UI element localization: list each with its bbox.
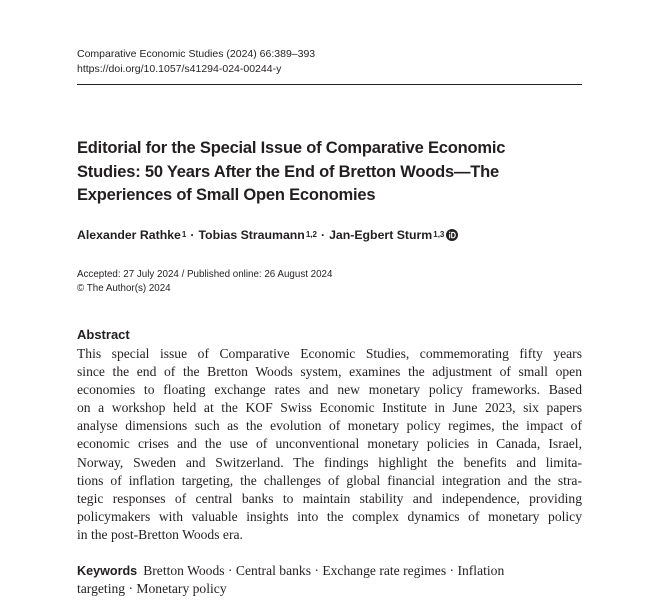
orcid-icon[interactable] <box>446 229 458 241</box>
abstract-line: since the end of the Bretton Woods system, examines the adjustment of small open <box>77 364 582 380</box>
abstract-line: tions of inflation targeting, the challenges of global financial integration and the stra- <box>77 472 582 488</box>
article-title <box>77 137 582 208</box>
abstract-body <box>77 345 582 544</box>
author-separator: · <box>190 228 195 242</box>
author-name[interactable]: Tobias Straumann <box>198 228 305 242</box>
publication-dates <box>77 268 332 296</box>
abstract-line: in the post-Bretton Woods era. <box>77 526 243 542</box>
keywords-label: Keywords <box>77 564 138 578</box>
keywords-text: Bretton Woods · Central banks · Exchange rate regimes · Inflation <box>143 563 505 578</box>
keywords-line <box>77 562 582 580</box>
author-name[interactable]: Jan-Egbert Sturm <box>329 228 433 242</box>
header-divider <box>77 84 582 85</box>
author-name[interactable]: Alexander Rathke <box>77 228 181 242</box>
author-separator: · <box>320 228 326 242</box>
journal-citation: Comparative Economic Studies (2024) 66:389–393 <box>77 48 316 60</box>
abstract-line: tegic responses of central banks to maintain stability and independence, providing <box>77 490 582 506</box>
author-list: Alexander Rathke 1 · Tobias Straumann 1,2 · Jan-Egbert Sturm 1,3 <box>77 226 458 244</box>
abstract-line: economic crises and the use of unconventional monetary policies in Canada, Israel, <box>77 436 582 452</box>
keywords-line: targeting · Monetary policy <box>77 581 227 597</box>
abstract-line: Norway, Sweden and Switzerland. The findings highlight the benefits and limita- <box>77 454 582 470</box>
journal-header <box>77 47 315 77</box>
title-line: Experiences of Small Open Economies <box>77 186 376 204</box>
accepted-published-date: Accepted: 27 July 2024 / Published online: 26 August 2024 <box>77 269 333 280</box>
title-line: Studies: 50 Years After the End of Bretton Woods—The <box>77 162 500 181</box>
abstract-heading: Abstract <box>77 327 130 342</box>
abstract-line: analyse dimensions such as the evolution of monetary policy regimes, the impact of <box>77 418 582 434</box>
abstract-line: This special issue of Comparative Economic Studies, commemorating fifty years <box>77 346 582 361</box>
abstract-line: economies to floating exchange rates and new monetary policy frameworks. Based <box>77 382 582 398</box>
abstract-line: policymakers with valuable insights into the complex dynamics of monetary policy <box>77 508 582 524</box>
doi-link[interactable]: https://doi.org/10.1057/s41294-024-00244-y <box>77 63 282 75</box>
keywords-section <box>77 562 582 598</box>
abstract-line: on a workshop held at the KOF Swiss Economic Institute in June 2023, six papers <box>77 400 582 416</box>
title-line: Editorial for the Special Issue of Comparative Economic <box>77 139 506 157</box>
copyright-notice: © The Author(s) 2024 <box>77 283 171 294</box>
